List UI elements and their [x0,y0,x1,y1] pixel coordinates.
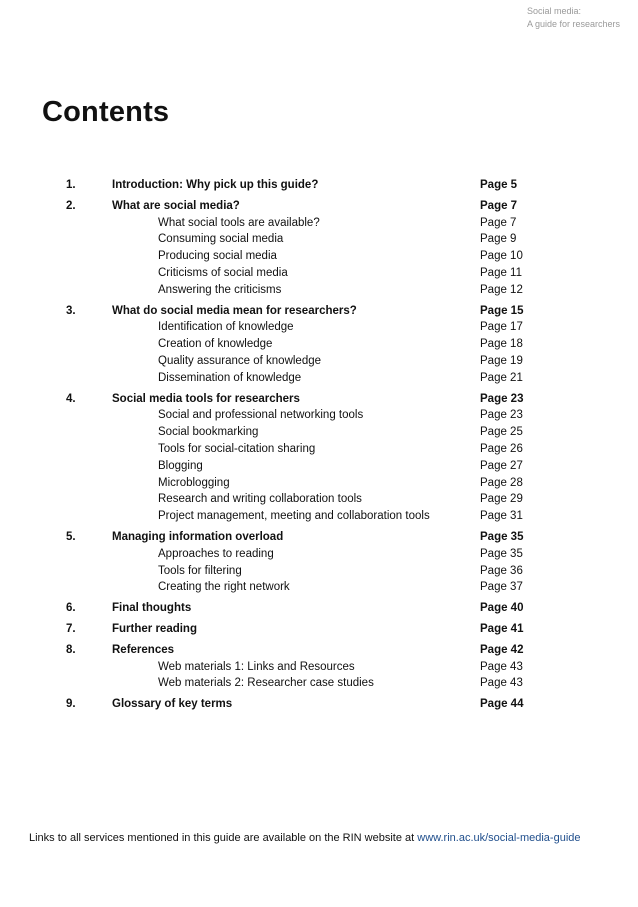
toc-subentry-page: Page 36 [480,564,523,577]
toc-subentry[interactable] [0,407,638,424]
toc-subentry[interactable] [0,546,638,563]
toc-subentry[interactable] [0,265,638,282]
toc-subentry-page: Page 17 [480,321,523,334]
toc-entry-title: Further reading [112,622,197,635]
toc-subentry-title: Social and professional networking tools [158,409,364,422]
toc-subentry-title: Social bookmarking [158,426,259,439]
toc-subentry[interactable] [0,319,638,336]
toc-subentry-page: Page 12 [480,283,523,296]
toc-entry-title: Final thoughts [112,602,192,615]
toc-entry-title: Managing information overload [112,530,284,543]
toc-entry-number: 7. [66,622,76,635]
toc-section [0,529,638,596]
toc-subentry-page: Page 19 [480,354,523,367]
toc-entry-number: 9. [66,698,76,711]
toc-entry-title: What are social media? [112,199,240,212]
toc-entry-title: Introduction: Why pick up this guide? [112,179,319,191]
toc-subentry[interactable] [0,475,638,492]
running-header [527,5,620,31]
toc-subentry[interactable] [0,424,638,441]
toc-entry-page: Page 23 [480,392,524,405]
toc-entry[interactable] [0,642,638,659]
toc-entry[interactable] [0,696,638,713]
toc-subentry-page: Page 9 [480,233,517,246]
toc-entry-page: Page 7 [480,199,518,212]
toc-subentry-title: Blogging [158,459,203,472]
toc-entry-number: 2. [66,199,76,212]
toc-subentry-title: Web materials 1: Links and Resources [158,660,355,673]
toc-subentry[interactable] [0,231,638,248]
toc-entry[interactable] [0,529,638,546]
toc-section [0,198,638,299]
toc-subentry[interactable] [0,336,638,353]
toc-subentry-title: Research and writing collaboration tools [158,493,362,506]
toc-entry-number: 3. [66,304,76,317]
toc-subentry[interactable] [0,563,638,580]
toc-section [0,621,638,638]
toc-entry-page: Page 44 [480,698,524,711]
toc-subentry-title: Identification of knowledge [158,321,294,334]
toc-entry-title: Social media tools for researchers [112,392,300,405]
toc-subentry-page: Page 23 [480,409,523,422]
toc-subentry[interactable] [0,370,638,387]
toc-entry-title: Glossary of key terms [112,698,233,711]
toc-subentry-title: Approaches to reading [158,547,274,560]
toc-subentry[interactable] [0,248,638,265]
toc-subentry-title: Creation of knowledge [158,338,273,351]
toc-subentry-page: Page 10 [480,250,523,263]
toc-subentry-page: Page 25 [480,426,523,439]
toc-entry[interactable] [0,198,638,215]
running-header-line-2: A guide for researchers [527,19,621,29]
toc-subentry[interactable] [0,659,638,676]
toc-section [0,600,638,617]
toc-subentry-title: What social tools are available? [158,216,320,229]
toc-subentry-title: Microblogging [158,476,230,489]
page-title: Contents [42,96,170,128]
toc-subentry-title: Consuming social media [158,233,284,246]
toc-section [0,642,638,692]
toc-entry-number: 8. [66,643,76,656]
toc-subentry-page: Page 31 [480,510,523,523]
toc-entry[interactable] [0,303,638,320]
toc-subentry-page: Page 11 [480,266,522,279]
toc-subentry-page: Page 43 [480,677,523,690]
toc-entry-page: Page 41 [480,622,524,635]
toc-subentry-title: Producing social media [158,250,277,263]
toc-subentry[interactable] [0,491,638,508]
toc-section [0,177,638,194]
toc-subentry-page: Page 35 [480,547,523,560]
toc-subentry-page: Page 29 [480,493,523,506]
toc-subentry-page: Page 18 [480,338,523,351]
toc-subentry-title: Dissemination of knowledge [158,371,302,384]
toc-entry-page: Page 40 [480,602,524,615]
toc-subentry-page: Page 27 [480,459,523,472]
toc-subentry-title: Web materials 2: Researcher case studies [158,677,374,690]
toc-section [0,696,638,713]
footer-text: Links to all services mentioned in this guide are available on the RIN website at [29,832,418,844]
toc-entry-title: References [112,643,175,656]
toc-entry[interactable] [0,177,638,194]
toc-entry-number: 4. [66,392,76,405]
toc-entry-page: Page 15 [480,304,524,317]
toc-section [0,303,638,387]
toc-subentry-title: Tools for social-citation sharing [158,442,316,455]
toc-subentry[interactable] [0,215,638,232]
toc-subentry-page: Page 37 [480,581,523,594]
toc-subentry-page: Page 28 [480,476,523,489]
toc-subentry[interactable] [0,441,638,458]
toc-entry-title: What do social media mean for researchers? [112,304,357,317]
running-header-line-1: Social media: [527,6,582,16]
toc-subentry-page: Page 7 [480,216,517,229]
table-of-contents [0,177,638,717]
toc-subentry-title: Criticisms of social media [158,266,288,279]
toc-subentry-title: Creating the right network [158,581,290,594]
toc-entry-number: 6. [66,602,76,615]
toc-entry[interactable] [0,391,638,408]
toc-section [0,391,638,525]
toc-entry-number: 1. [66,179,76,191]
toc-entry-page: Page 35 [480,530,524,543]
toc-entry-page: Page 5 [480,179,518,191]
toc-entry-number: 5. [66,530,76,543]
footer-note [29,832,581,844]
toc-entry[interactable] [0,621,638,638]
toc-subentry[interactable] [0,508,638,525]
toc-subentry-page: Page 43 [480,660,523,673]
toc-subentry[interactable] [0,458,638,475]
toc-subentry-title: Answering the criticisms [158,283,282,296]
toc-subentry[interactable] [0,579,638,596]
toc-subentry-page: Page 21 [480,371,523,384]
toc-entry-page: Page 42 [480,643,524,656]
toc-subentry-title: Project management, meeting and collaboration tools [158,510,430,523]
toc-subentry[interactable] [0,675,638,692]
toc-subentry-title: Quality assurance of knowledge [158,354,322,367]
toc-subentry-page: Page 26 [480,442,523,455]
toc-subentry-title: Tools for filtering [158,564,242,577]
toc-subentry[interactable] [0,282,638,299]
toc-subentry[interactable] [0,353,638,370]
toc-entry[interactable] [0,600,638,617]
rin-website-link[interactable]: www.rin.ac.uk/social-media-guide [417,832,581,844]
